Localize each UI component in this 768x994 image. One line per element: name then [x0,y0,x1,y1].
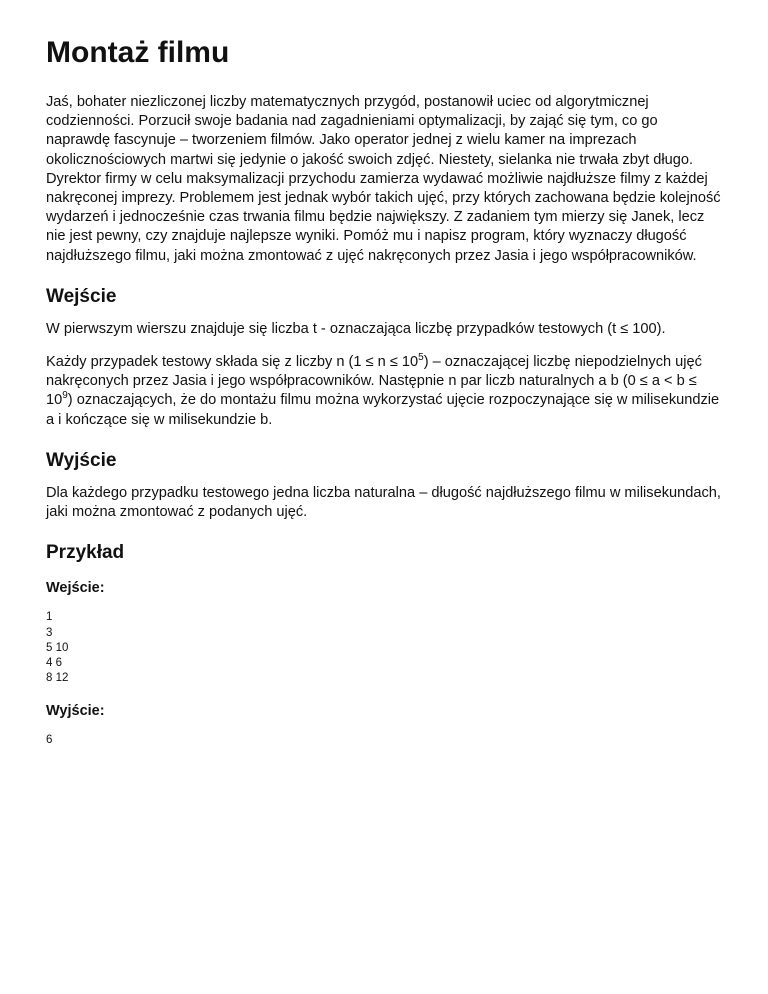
input-paragraph-1: W pierwszym wierszu znajduje się liczba t - oznaczająca liczbę przypadków testowych (t ≤ 100). [46,320,666,337]
input-p2-middle: ) – oznaczającej liczbę niepodzielnych ujęć nakręconych przez Jasia i jego współpracowników. Następnie n par liczb naturalnych a b (0 ≤ a < b ≤ 10 [46,354,702,409]
input-p2-before: Każdy przypadek testowy składa się z liczby n (1 ≤ n ≤ 10 [46,354,419,371]
example-output-block: 6 [46,733,53,746]
example-output-label: Wyjście: [46,702,105,719]
intro-paragraph: Jaś, bohater niezliczonej liczby matematycznych przygód, postanowił uciec od algorytmicznej codzienności. Porzucił swoje badania nad zagadnieniami optymalizacji, by zająć się tym, co go naprawdę fascynuje – tworzeniem filmów. Jako operator jednej z wielu kamer na imprezach okolicznościowych martwi się jedynie o jakość swoich zdjęć. Niestety, sielanka nie trwała zbyt długo. Dyrektor firmy w celu maksymalizacji przychodu zamierza wydawać możliwie najdłuższe filmy z każdej nakręconej imprezy. Problemem jest jednak wybór takich ujęć, przy których zachowana będzie kolejność wydarzeń i jednocześnie czas trwania filmu będzie największy. Z zadaniem tym mierzy się Janek, lecz nie jest pewny, czy znajduje najlepsze wyniki. Pomóż mu i napisz program, który wyznaczy długość najdłuższego filmu, jaki można zmontować z ujęć nakręconych przez Jasia i jego współpracowników. [46,94,721,264]
example-input-label: Wejście: [46,580,105,597]
page-title: Montaż filmu [46,36,230,69]
input-p2-exponent-1: 5 [418,352,424,364]
example-heading: Przykład [46,542,125,564]
output-heading: Wyjście [46,449,117,471]
input-p2-exponent-2: 9 [62,390,68,402]
input-p2-after: ) oznaczających, że do montażu filmu można wykorzystać ujęcie rozpoczynające się w milisekundzie a i kończące się w milisekundzie b. [46,392,720,428]
example-input-block: 1 3 5 10 4 6 8 12 [46,611,69,685]
input-heading: Wejście [46,285,117,307]
input-paragraph-2 [46,353,722,430]
output-paragraph: Dla każdego przypadku testowego jedna liczba naturalna – długość najdłuższego filmu w milisekundach, jaki można zmontować z podanych ujęć. [46,484,721,521]
